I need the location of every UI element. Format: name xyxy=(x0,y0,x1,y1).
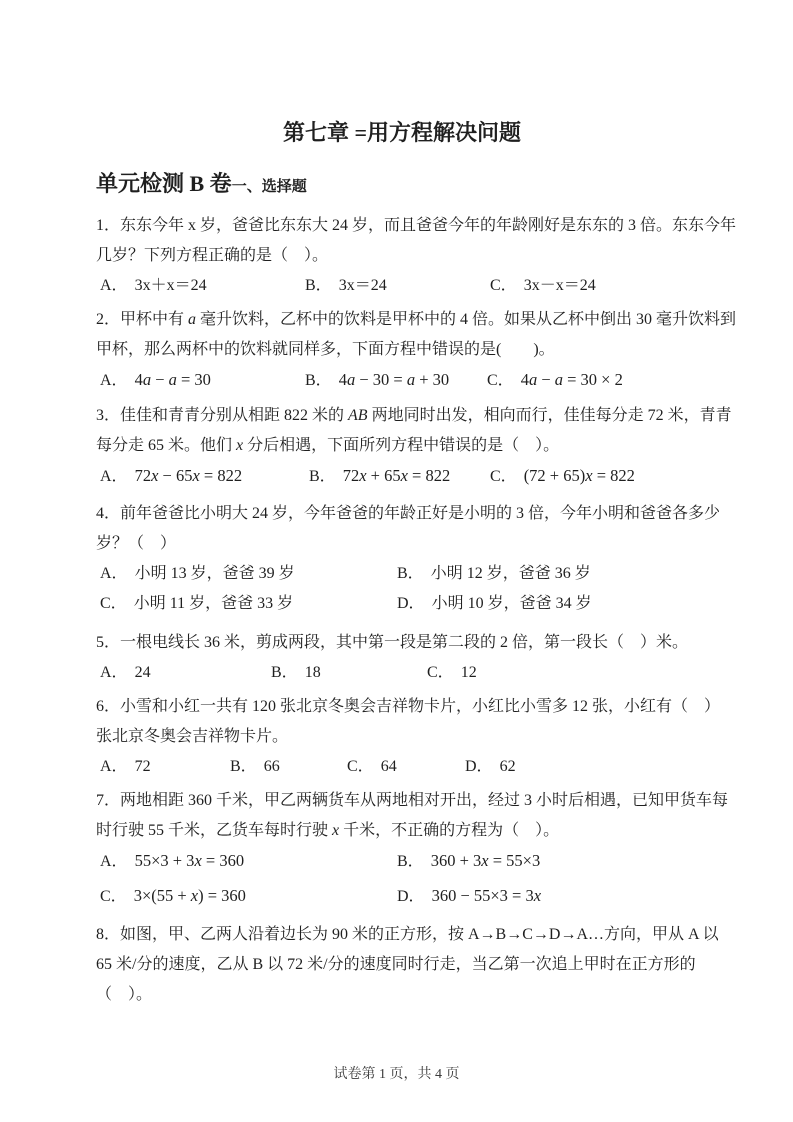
option-7a xyxy=(100,846,244,877)
option-text: 24 xyxy=(134,664,151,681)
option-3a xyxy=(100,461,242,492)
question-line: 3．佳佳和青青分别从相距 822 米的 AB 两地同时出发，相向而行，佳佳每分走 72 米，青青 xyxy=(96,407,732,424)
option-5c xyxy=(427,658,477,688)
option-label: B． xyxy=(397,565,424,582)
question-line: 4．前年爸爸比小明大 24 岁，今年爸爸的年龄正好是小明的 3 倍，今年小明和爸爸各多少 xyxy=(96,505,721,522)
option-formula: 4a − 30 = a + 30 xyxy=(338,370,450,389)
options-row xyxy=(96,658,708,688)
option-text: 62 xyxy=(499,758,516,775)
question-line: 5．一根电线长 36 米，剪成两段，其中第一段是第二段的 2 倍，第一段长（ ）米。 xyxy=(96,634,689,651)
option-1c xyxy=(490,271,596,301)
option-label: B． xyxy=(305,277,332,294)
question-7 xyxy=(96,786,729,916)
question-line: 岁？（ ） xyxy=(96,535,177,552)
option-6d xyxy=(465,752,516,782)
option-label: D． xyxy=(397,595,425,612)
page-title: 第七章 =用方程解决问题 xyxy=(282,120,522,145)
option-label: A． xyxy=(100,277,128,294)
option-formula: 4a − a = 30 × 2 xyxy=(520,370,623,389)
section-heading-main: 单元检测 B 卷 xyxy=(96,171,232,196)
option-label: B． xyxy=(230,758,257,775)
section-heading-sub: 一、选择题 xyxy=(231,179,307,195)
option-label: C． xyxy=(427,664,454,681)
option-formula: 72x − 65x = 822 xyxy=(134,466,243,485)
option-2b xyxy=(305,365,449,396)
option-4c xyxy=(100,589,293,619)
option-text: 3x＝24 xyxy=(338,277,387,294)
question-line: 时行驶 55 千米，乙货车每时行驶 x 千米，不正确的方程为（ ）。 xyxy=(96,822,560,839)
options-row xyxy=(96,846,708,881)
options-row xyxy=(96,559,708,589)
exam-page-content xyxy=(96,0,737,1014)
question-line: 甲杯，那么两杯中的饮料就同样多，下面方程中错误的是( )。 xyxy=(96,341,555,358)
question-4 xyxy=(96,499,721,620)
question-line: 张北京冬奥会吉祥物卡片。 xyxy=(96,728,289,745)
question-line: （ ）。 xyxy=(96,986,153,1003)
option-formula: (72 + 65)x = 822 xyxy=(523,466,635,485)
option-2c xyxy=(487,365,623,396)
option-5a xyxy=(100,658,151,688)
option-label: C． xyxy=(100,595,127,612)
option-7d xyxy=(397,881,541,912)
question-line: 1．东东今年 x 岁，爸爸比东东大 24 岁，而且爸爸今年的年龄刚好是东东的 3 倍。东东今年 xyxy=(96,217,737,234)
question-line: 65 米/分的速度，乙从 B 以 72 米/分的速度同时行走，当乙第一次追上甲时在正方形的 xyxy=(96,956,696,973)
options-row xyxy=(96,365,708,397)
option-label: D． xyxy=(397,888,425,905)
option-label: C． xyxy=(100,888,127,905)
section-heading xyxy=(96,168,708,203)
option-formula: 55×3 + 3x = 360 xyxy=(134,851,245,870)
option-4a xyxy=(100,559,295,589)
option-text: 3x＋x＝24 xyxy=(134,277,207,294)
option-label: C． xyxy=(347,758,374,775)
option-6c xyxy=(347,752,397,782)
option-label: B． xyxy=(271,664,298,681)
option-text: 小明 11 岁，爸爸 33 岁 xyxy=(133,595,294,612)
options-row xyxy=(96,752,708,782)
option-1a xyxy=(100,271,207,301)
option-7b xyxy=(397,846,540,877)
question-3 xyxy=(96,401,732,493)
question-line: 2．甲杯中有 a 毫升饮料，乙杯中的饮料是甲杯中的 4 倍。如果从乙杯中倒出 30 毫升饮料到 xyxy=(96,311,737,328)
question-8 xyxy=(96,920,719,1010)
option-label: A． xyxy=(100,565,128,582)
option-label: A． xyxy=(100,758,128,775)
option-label: C． xyxy=(490,277,517,294)
question-line: 7．两地相距 360 千米，甲乙两辆货车从两地相对开出，经过 3 小时后相遇，已知甲货车每 xyxy=(96,792,729,809)
option-formula: 3×(55 + x) = 360 xyxy=(133,886,246,905)
option-label: A． xyxy=(100,468,128,485)
question-line: 几岁？下列方程正确的是（ ）。 xyxy=(96,247,329,264)
option-label: C． xyxy=(487,372,514,389)
option-6a xyxy=(100,752,151,782)
option-label: B． xyxy=(305,372,332,389)
options-row xyxy=(96,881,708,916)
option-text: 18 xyxy=(304,664,321,681)
options-row xyxy=(96,461,708,493)
option-formula: 360 + 3x = 55×3 xyxy=(430,851,541,870)
option-label: A． xyxy=(100,372,128,389)
option-text: 66 xyxy=(263,758,280,775)
option-label: A． xyxy=(100,664,128,681)
question-1 xyxy=(96,211,737,301)
option-4b xyxy=(397,559,591,589)
page-footer: 试卷第 1 页，共 4 页 xyxy=(333,1067,460,1082)
option-formula: 72x + 65x = 822 xyxy=(342,466,451,485)
option-4d xyxy=(397,589,592,619)
option-text: 64 xyxy=(380,758,397,775)
question-5 xyxy=(96,628,708,688)
option-2a xyxy=(100,365,211,396)
option-formula: 360 − 55×3 = 3x xyxy=(431,886,542,905)
options-row xyxy=(96,589,708,620)
option-text: 小明 13 岁，爸爸 39 岁 xyxy=(134,565,295,582)
option-3b xyxy=(309,461,450,492)
option-5b xyxy=(271,658,321,688)
question-6 xyxy=(96,692,721,782)
option-text: 12 xyxy=(460,664,477,681)
option-label: B． xyxy=(397,853,424,870)
question-line: 每分走 65 米。他们 x 分后相遇，下面所列方程中错误的是（ ）。 xyxy=(96,437,560,454)
option-6b xyxy=(230,752,280,782)
option-label: C． xyxy=(490,468,517,485)
option-text: 小明 12 岁，爸爸 36 岁 xyxy=(430,565,591,582)
option-label: A． xyxy=(100,853,128,870)
question-2 xyxy=(96,305,737,397)
option-text: 72 xyxy=(134,758,151,775)
question-line: 8．如图，甲、乙两人沿着边长为 90 米的正方形，按 A→B→C→D→A…方向，甲从 A 以 xyxy=(96,926,719,943)
option-label: B． xyxy=(309,468,336,485)
option-3c xyxy=(490,461,635,492)
option-label: D． xyxy=(465,758,493,775)
question-line: 6．小雪和小红一共有 120 张北京冬奥会吉祥物卡片，小红比小雪多 12 张，小红有（ ） xyxy=(96,698,721,715)
option-7c xyxy=(100,881,246,912)
option-text: 3x－x＝24 xyxy=(523,277,596,294)
option-1b xyxy=(305,271,387,301)
option-formula: 4a − a = 30 xyxy=(134,370,211,389)
option-text: 小明 10 岁，爸爸 34 岁 xyxy=(431,595,592,612)
options-row xyxy=(96,271,708,301)
